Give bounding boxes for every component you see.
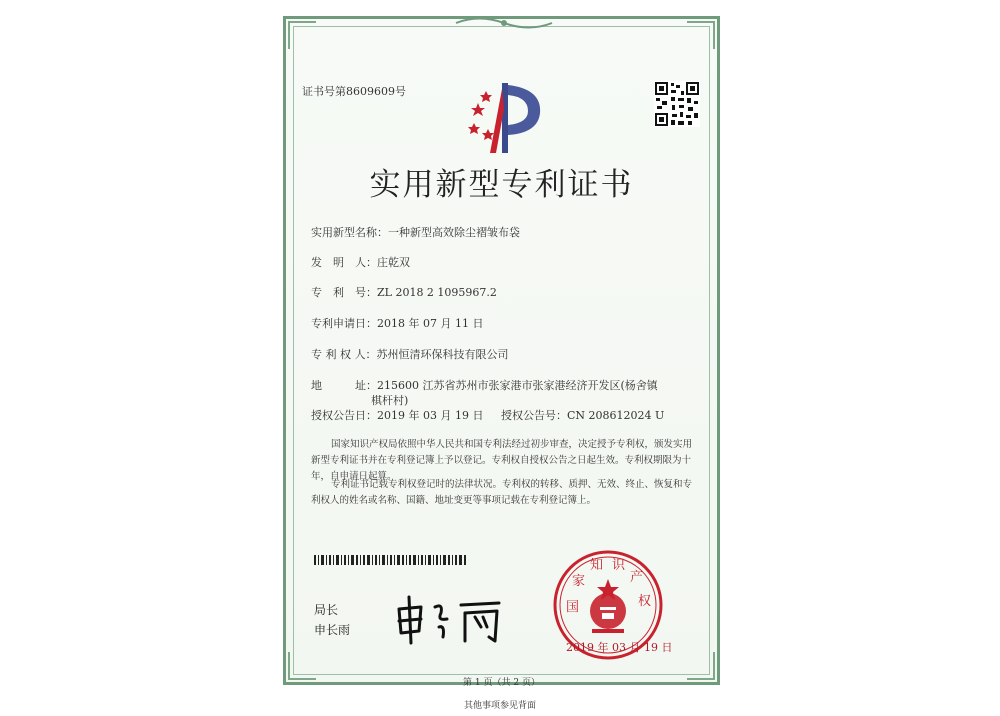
statement-line: 专利证书记载专利权登记时的法律状况。专利权的转移、质押、无效、终止、恢复和专 xyxy=(331,479,693,490)
director-name: 申长雨 xyxy=(314,623,351,637)
barcode-icon xyxy=(314,555,466,565)
statement-line: 国家知识产权局依照中华人民共和国专利法经过初步审查，决定授予专利权，颁发实用 xyxy=(331,439,693,450)
patent-holder-value: 苏州恒清环保科技有限公司 xyxy=(376,348,509,361)
svg-text:家: 家 xyxy=(572,574,586,589)
filing-date-label: 专利申请日： xyxy=(311,317,377,330)
patent-holder-row xyxy=(311,346,509,362)
filing-date-value: 2018 年 07 月 11 日 xyxy=(377,317,484,330)
inventor-label: 发 明 人： xyxy=(311,256,377,269)
inventor-value: 庄乾双 xyxy=(377,256,410,269)
svg-text:权: 权 xyxy=(638,594,652,609)
filing-date-row xyxy=(311,315,483,331)
grant-number-value: CN 208612024 U xyxy=(567,409,665,422)
patent-number-value: ZL 2018 2 1095967.2 xyxy=(377,286,497,299)
address-value-line2: 棋杆村) xyxy=(371,394,409,407)
grant-number-label: 授权公告号： xyxy=(501,409,567,422)
certificate-number: 证书号第8609609号 xyxy=(302,85,406,98)
qr-code-icon xyxy=(654,81,700,127)
address-row-continued xyxy=(371,392,408,408)
top-ornament-icon xyxy=(454,16,554,30)
address-label: 地 址： xyxy=(311,379,377,392)
corner-ornament xyxy=(687,21,715,49)
page-number: 第 1 页（共 2 页） xyxy=(463,678,540,688)
patent-certificate xyxy=(283,16,720,688)
address-value-line1: 215600 江苏省苏州市张家港市张家港经济开发区(杨舍镇 xyxy=(377,379,658,392)
certificate-title: 实用新型专利证书 xyxy=(369,167,634,203)
svg-text:国: 国 xyxy=(566,600,580,615)
svg-text:产: 产 xyxy=(630,570,644,585)
address-row xyxy=(311,377,658,393)
grant-number-row xyxy=(501,407,664,423)
corner-ornament xyxy=(288,21,316,49)
patent-number-label: 专 利 号： xyxy=(311,286,377,299)
grant-date-value: 2019 年 03 月 19 日 xyxy=(377,409,484,422)
grant-date-label: 授权公告日： xyxy=(311,409,377,422)
statement-line: 利权人的姓名或名称、国籍、地址变更等事项记载在专利登记簿上。 xyxy=(311,495,597,506)
director-title: 局长 xyxy=(314,603,339,617)
grant-date-row xyxy=(311,407,483,423)
svg-text:知: 知 xyxy=(590,558,604,573)
patent-number-row xyxy=(311,284,497,300)
seal-date: 2019 年 03 月 19 日 xyxy=(566,641,673,654)
patent-holder-label: 专 利 权 人： xyxy=(311,348,377,361)
footer-note: 其他事项参见背面 xyxy=(463,701,536,711)
statement-paragraph-2 xyxy=(311,477,701,509)
handwritten-signature-icon xyxy=(391,591,511,647)
svg-text:识: 识 xyxy=(612,558,626,573)
utility-model-name-label: 实用新型名称： xyxy=(311,226,388,239)
statement-line: 新型专利证书并在专利登记簿上予以登记。专利权自授权公告之日起生效。专利权期限为十 xyxy=(311,455,692,466)
utility-model-name-value: 一种新型高效除尘褶皱布袋 xyxy=(388,226,520,239)
patent-office-logo-icon xyxy=(464,79,544,155)
inventor-row xyxy=(311,254,410,270)
statement-line: 年，自申请日起算。 xyxy=(311,471,397,482)
utility-model-name-row xyxy=(311,224,520,240)
